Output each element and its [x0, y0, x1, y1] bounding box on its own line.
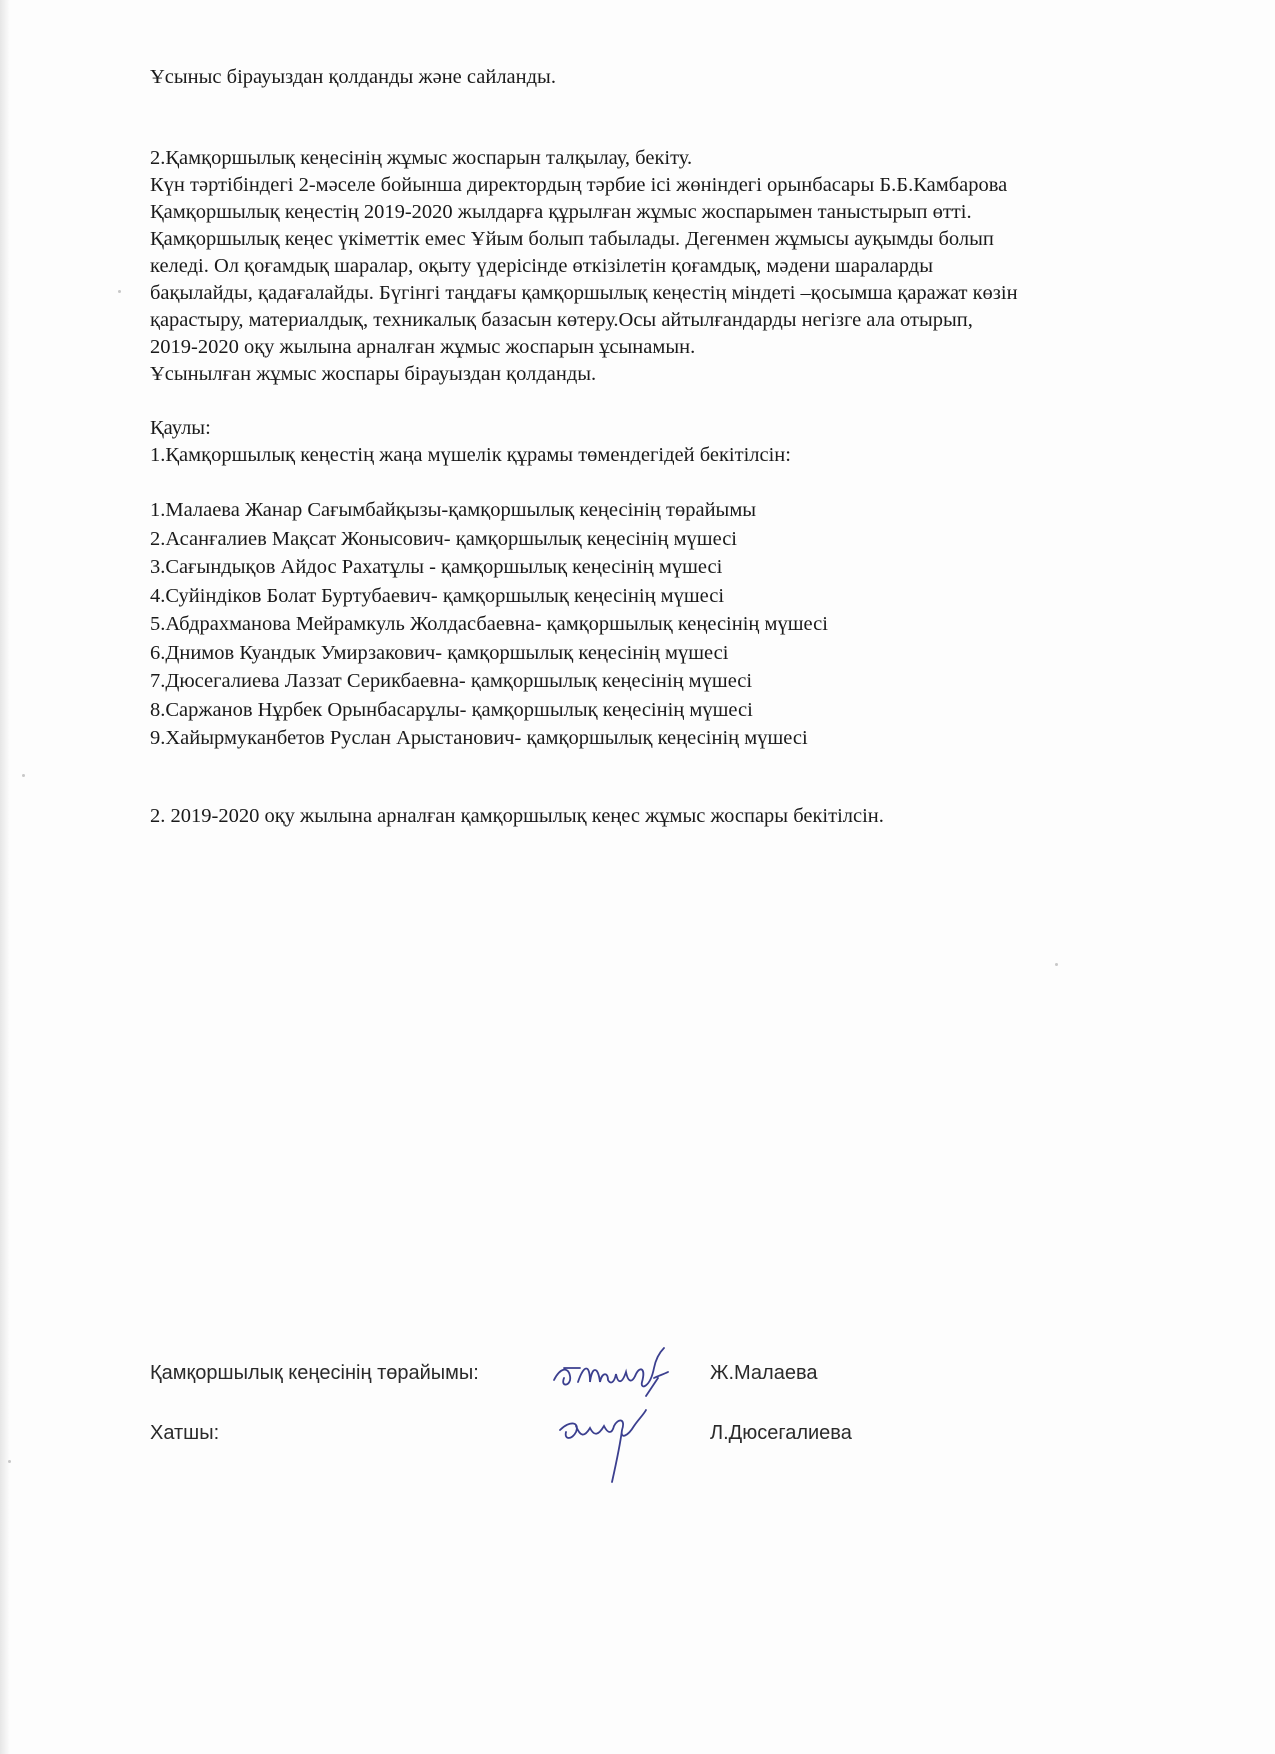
members-list: [150, 496, 1230, 753]
item2-line: Ұсынылған жұмыс жоспары бірауыздан қолданды.: [150, 363, 597, 385]
member-item: 9.Хайырмуканбетов Руслан Арыстанович- қамқоршылық кеңесінің мүшесі: [150, 727, 808, 749]
member-item: 6.Днимов Куандык Умирзакович- қамқоршылық кеңесінің мүшесі: [150, 641, 729, 664]
resolution-1: 1.Қамқоршылық кеңестің жаңа мүшелік құрамы төмендегідей бекітілсін:: [150, 444, 791, 466]
paragraph-gap: [150, 469, 1230, 496]
member-item: 2.Асанғалиев Мақсат Жонысович- қамқоршылық кеңесінің мүшесі: [150, 527, 737, 550]
secretary-signature-icon: [550, 1396, 680, 1486]
scan-speck: [8, 1460, 11, 1463]
paragraph-gap: [150, 388, 1230, 415]
paragraph-gap: [150, 753, 1230, 803]
item2-heading: 2.Қамқоршылық кеңесінің жұмыс жоспарын талқылау, бекіту.: [150, 147, 693, 169]
secretary-signature-row: [150, 1422, 1050, 1482]
chair-title: Қамқоршылық кеңесінің төрайымы:: [150, 1362, 479, 1384]
chair-name: Ж.Малаева: [710, 1362, 818, 1384]
item2-line: 2019-2020 оқу жылына арналған жұмыс жоспарын ұсынамын.: [150, 336, 696, 358]
item2-line: Қамқоршылық кеңестің 2019-2020 жылдарға құрылған жұмыс жоспарымен таныстырып өтті.: [150, 201, 972, 223]
signature-block: [150, 1362, 1050, 1482]
member-item: 8.Саржанов Нұрбек Орынбасарұлы- қамқоршылық кеңесінің мүшесі: [150, 698, 753, 721]
scan-speck: [1055, 963, 1058, 966]
document-body: [150, 64, 1230, 830]
item2-line: Күн тәртібіндегі 2-мәселе бойынша директордың тәрбие ісі жөніндегі орынбасары Б.Б.Камбарова: [150, 174, 1008, 196]
member-item: 1.Малаева Жанар Сағымбайқызы-қамқоршылық кеңесінің төрайымы: [150, 499, 757, 521]
resolution-heading: Қаулы:: [150, 417, 211, 439]
item2-line: Қамқоршылық кеңес үкіметтік емес Ұйым болып табылады. Дегенмен жұмысы ауқымды болып: [150, 228, 994, 250]
scan-speck: [22, 774, 25, 777]
intro-line: Ұсыныс бірауыздан қолданды және сайланды.: [150, 66, 556, 88]
member-item: 7.Дюсегалиева Лаззат Серикбаевна- қамқоршылық кеңесінің мүшесі: [150, 670, 753, 692]
scan-edge-shadow: [0, 0, 10, 1754]
paragraph-gap: [150, 91, 1230, 145]
scan-speck: [118, 290, 121, 293]
item2-line: қарастыру, материалдық, техникалық базасын көтеру.Осы айтылғандарды негізге ала отырып,: [150, 309, 973, 331]
member-item: 5.Абдрахманова Мейрамкуль Жолдасбаевна- қамқоршылық кеңесінің мүшесі: [150, 613, 828, 635]
member-item: 3.Сағындықов Айдос Рахатұлы - қамқоршылық кеңесінің мүшесі: [150, 556, 723, 578]
item2-line: бақылайды, қадағалайды. Бүгінгі таңдағы қамқоршылық кеңестің міндеті –қосымша қаражат көзін: [150, 282, 1018, 304]
secretary-name: Л.Дюсегалиева: [710, 1422, 852, 1444]
secretary-title: Хатшы:: [150, 1422, 220, 1444]
member-item: 4.Суйіндіков Болат Буртубаевич- қамқоршылық кеңесінің мүшесі: [150, 584, 725, 607]
resolution-2: 2. 2019-2020 оқу жылына арналған қамқоршылық кеңес жұмыс жоспары бекітілсін.: [150, 804, 884, 827]
item2-line: келеді. Ол қоғамдық шаралар, оқыту үдерісінде өткізілетін қоғамдық, мәдени шараларды: [150, 255, 933, 277]
